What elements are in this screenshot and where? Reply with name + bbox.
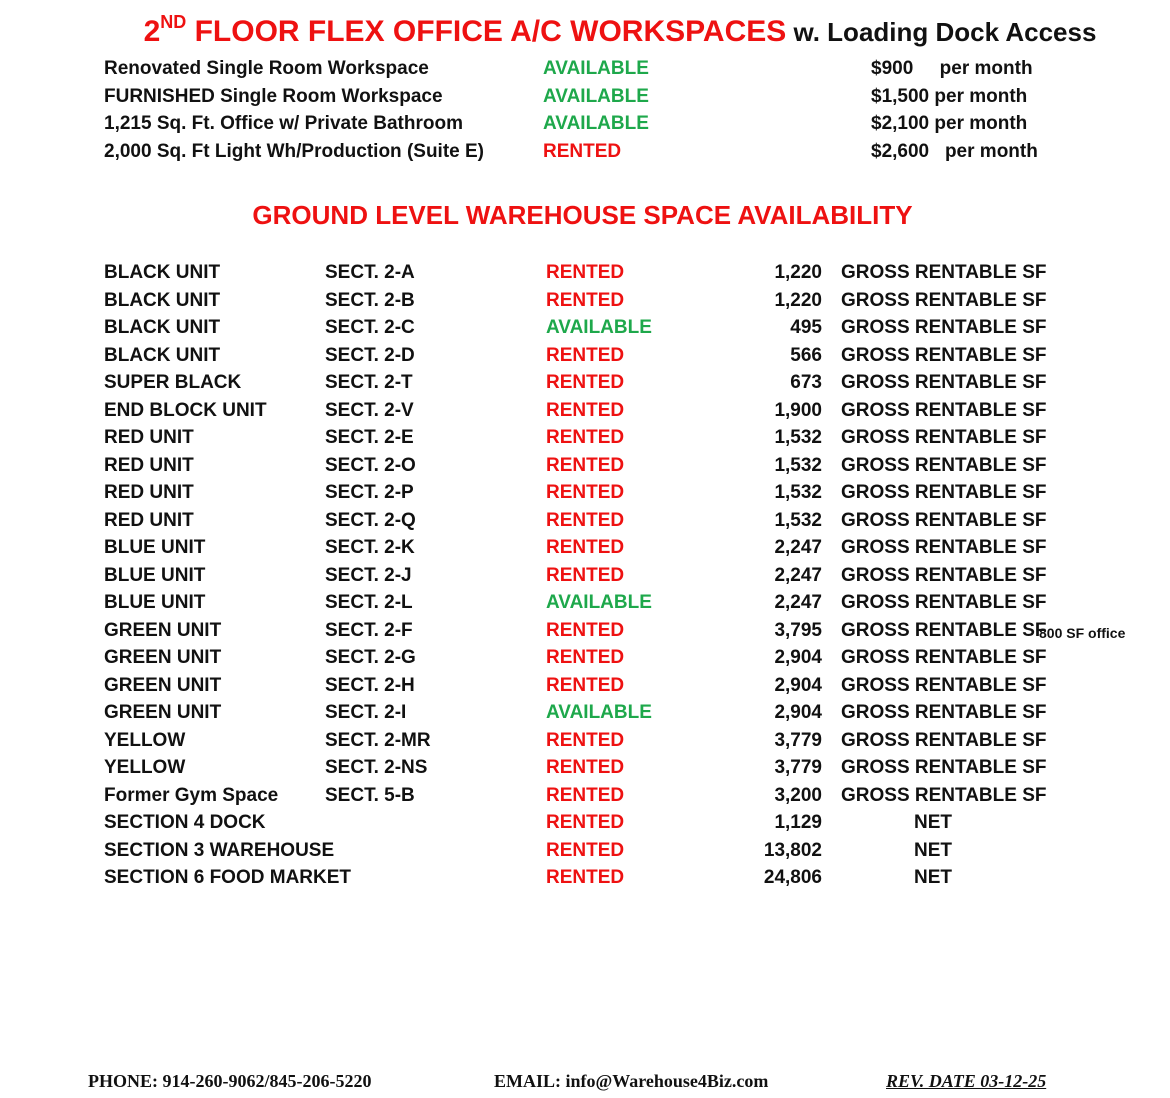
table-row: [0, 482, 1170, 508]
footer-phone: PHONE: 914-260-9062/845-206-5220: [88, 1071, 372, 1091]
unit-area-type: GROSS RENTABLE SF: [841, 399, 1047, 421]
unit-status-badge: RENTED: [546, 674, 625, 696]
unit-status-badge: RENTED: [546, 839, 625, 861]
unit-square-feet: 3,779: [774, 757, 822, 778]
unit-section: SECT. 2-D: [325, 344, 415, 366]
unit-area-type: GROSS RENTABLE SF: [841, 757, 1047, 778]
unit-square-feet: 3,795: [774, 619, 822, 641]
unit-status-badge: RENTED: [546, 812, 625, 833]
unit-area-type: GROSS RENTABLE SF: [841, 289, 1047, 311]
unit-section: SECT. 2-E: [325, 427, 414, 448]
unit-name: RED UNIT: [104, 482, 194, 503]
table-row: [0, 675, 1170, 701]
office-description: 2,000 Sq. Ft Light Wh/Production (Suite E): [104, 140, 484, 162]
unit-section: SECT. 2-P: [325, 482, 414, 503]
unit-area-type: GROSS RENTABLE SF: [841, 592, 1047, 613]
unit-square-feet: 2,904: [774, 674, 822, 696]
title-main: [143, 12, 787, 48]
unit-section: SECT. 5-B: [325, 784, 415, 806]
unit-section: SECT. 2-B: [325, 289, 415, 311]
unit-status-badge: RENTED: [546, 399, 625, 421]
unit-square-feet: 2,247: [774, 592, 822, 613]
unit-status-badge: RENTED: [546, 427, 625, 448]
unit-square-feet: 566: [790, 344, 822, 366]
unit-area-type: GROSS RENTABLE SF: [841, 482, 1047, 503]
table-row: [0, 730, 1170, 756]
warehouse-heading: GROUND LEVEL WAREHOUSE SPACE AVAILABILITY: [252, 200, 913, 230]
unit-status-badge: RENTED: [546, 537, 625, 558]
unit-square-feet: 2,247: [774, 537, 822, 558]
office-price: $2,600 per month: [871, 140, 1038, 162]
office-description: Renovated Single Room Workspace: [104, 58, 429, 79]
footer: [0, 1071, 1170, 1095]
table-row: [0, 757, 1170, 783]
unit-section: SECT. 2-NS: [325, 757, 428, 778]
unit-status-badge: RENTED: [546, 647, 625, 668]
table-row: [0, 400, 1170, 426]
office-status-badge: AVAILABLE: [543, 85, 649, 107]
unit-name: BLACK UNIT: [104, 262, 221, 283]
page-title: [0, 14, 1170, 49]
unit-name: GREEN UNIT: [104, 619, 222, 641]
unit-name: BLUE UNIT: [104, 564, 206, 586]
unit-area-type: GROSS RENTABLE SF: [841, 619, 1047, 641]
office-row: [0, 58, 1170, 84]
table-row: [0, 702, 1170, 728]
unit-name: RED UNIT: [104, 509, 194, 531]
unit-area-type: NET: [914, 839, 952, 861]
table-row: [0, 372, 1170, 398]
unit-square-feet: 3,200: [774, 784, 822, 806]
unit-area-type: NET: [914, 812, 952, 833]
unit-square-feet: 1,532: [774, 427, 822, 448]
office-description: 1,215 Sq. Ft. Office w/ Private Bathroom: [104, 113, 463, 135]
unit-square-feet: 3,779: [774, 729, 822, 751]
table-row: [0, 537, 1170, 563]
office-status-badge: AVAILABLE: [543, 58, 649, 79]
office-price: $2,100 per month: [871, 113, 1028, 135]
office-description: FURNISHED Single Room Workspace: [104, 85, 443, 107]
unit-section: SECT. 2-V: [325, 399, 414, 421]
unit-name: GREEN UNIT: [104, 674, 222, 696]
unit-section: SECT. 2-L: [325, 592, 413, 613]
unit-name: BLACK UNIT: [104, 317, 221, 338]
unit-section: SECT. 2-G: [325, 647, 416, 668]
unit-area-type: GROSS RENTABLE SF: [841, 647, 1047, 668]
unit-section: SECT. 2-A: [325, 262, 415, 283]
unit-status-badge: RENTED: [546, 564, 625, 586]
office-row: [0, 86, 1170, 112]
table-row: [0, 290, 1170, 316]
unit-square-feet: 1,900: [774, 399, 822, 421]
unit-area-type: GROSS RENTABLE SF: [841, 262, 1047, 283]
office-status-badge: AVAILABLE: [543, 113, 649, 135]
unit-name: YELLOW: [104, 757, 186, 778]
unit-area-type: GROSS RENTABLE SF: [841, 509, 1047, 531]
unit-area-type: GROSS RENTABLE SF: [841, 427, 1047, 448]
unit-name: GREEN UNIT: [104, 702, 222, 723]
office-status-badge: RENTED: [543, 140, 622, 162]
unit-status-badge: RENTED: [546, 867, 625, 888]
unit-area-type: GROSS RENTABLE SF: [841, 454, 1047, 476]
title-superscript: ND: [160, 12, 187, 32]
unit-square-feet: 1,532: [774, 509, 822, 531]
unit-area-type: GROSS RENTABLE SF: [841, 674, 1047, 696]
unit-status-badge: AVAILABLE: [546, 592, 652, 613]
unit-name: SECTION 4 DOCK: [104, 812, 266, 833]
table-row: [0, 592, 1170, 618]
table-row: [0, 812, 1170, 838]
unit-square-feet: 673: [790, 372, 822, 393]
unit-section: SECT. 2-O: [325, 454, 416, 476]
unit-status-badge: AVAILABLE: [546, 317, 652, 338]
title-red-text: FLOOR FLEX OFFICE A/C WORKSPACES: [186, 15, 787, 48]
unit-name: SECTION 3 WAREHOUSE: [104, 839, 335, 861]
unit-name: SUPER BLACK: [104, 372, 242, 393]
table-row: [0, 620, 1170, 646]
unit-name: BLACK UNIT: [104, 289, 221, 311]
office-price: $900 per month: [871, 58, 1033, 79]
footer-email: EMAIL: info@Warehouse4Biz.com: [494, 1071, 769, 1091]
unit-status-badge: RENTED: [546, 619, 625, 641]
unit-square-feet: 2,904: [774, 702, 822, 723]
unit-note: 800 SF office: [1039, 624, 1126, 641]
unit-area-type: GROSS RENTABLE SF: [841, 372, 1047, 393]
unit-square-feet: 13,802: [763, 839, 822, 861]
unit-square-feet: 2,247: [774, 564, 822, 586]
office-price: $1,500 per month: [871, 85, 1028, 107]
unit-section: SECT. 2-F: [325, 619, 413, 641]
office-row: [0, 113, 1170, 139]
table-row: [0, 510, 1170, 536]
unit-area-type: GROSS RENTABLE SF: [841, 702, 1047, 723]
title-floor-number: 2: [143, 15, 161, 48]
footer-revision-date: REV. DATE 03-12-25: [886, 1071, 1047, 1091]
unit-name: RED UNIT: [104, 454, 194, 476]
unit-square-feet: 2,904: [774, 647, 822, 668]
unit-section: SECT. 2-T: [325, 372, 413, 393]
unit-square-feet: 1,532: [774, 482, 822, 503]
unit-name: BLUE UNIT: [104, 537, 206, 558]
title-subtitle: w. Loading Dock Access: [786, 17, 1097, 47]
unit-status-badge: RENTED: [546, 289, 625, 311]
table-row: [0, 427, 1170, 453]
unit-status-badge: RENTED: [546, 344, 625, 366]
unit-area-type: GROSS RENTABLE SF: [841, 317, 1047, 338]
unit-status-badge: RENTED: [546, 757, 625, 778]
unit-square-feet: 24,806: [763, 867, 822, 888]
unit-name: RED UNIT: [104, 427, 194, 448]
table-row: [0, 345, 1170, 371]
office-row: [0, 141, 1170, 167]
unit-name: YELLOW: [104, 729, 186, 751]
table-row: [0, 317, 1170, 343]
unit-name: Former Gym Space: [104, 784, 279, 806]
unit-status-badge: RENTED: [546, 372, 625, 393]
unit-status-badge: RENTED: [546, 729, 625, 751]
unit-square-feet: 1,220: [774, 289, 822, 311]
unit-status-badge: RENTED: [546, 509, 625, 531]
table-row: [0, 262, 1170, 288]
unit-square-feet: 1,220: [774, 262, 822, 283]
unit-name: END BLOCK UNIT: [104, 399, 267, 421]
table-row: [0, 840, 1170, 866]
unit-section: SECT. 2-C: [325, 317, 415, 338]
unit-area-type: GROSS RENTABLE SF: [841, 344, 1047, 366]
unit-square-feet: 1,129: [774, 812, 822, 833]
table-row: [0, 785, 1170, 811]
unit-square-feet: 1,532: [774, 454, 822, 476]
table-row: [0, 867, 1170, 893]
unit-status-badge: RENTED: [546, 482, 625, 503]
unit-status-badge: RENTED: [546, 454, 625, 476]
unit-section: SECT. 2-K: [325, 537, 415, 558]
unit-area-type: GROSS RENTABLE SF: [841, 784, 1047, 806]
unit-area-type: GROSS RENTABLE SF: [841, 729, 1047, 751]
unit-section: SECT. 2-H: [325, 674, 415, 696]
unit-name: GREEN UNIT: [104, 647, 222, 668]
unit-section: SECT. 2-I: [325, 702, 407, 723]
unit-status-badge: RENTED: [546, 784, 625, 806]
unit-name: BLACK UNIT: [104, 344, 221, 366]
table-row: [0, 565, 1170, 591]
unit-square-feet: 495: [790, 317, 822, 338]
unit-status-badge: RENTED: [546, 262, 625, 283]
unit-section: SECT. 2-Q: [325, 509, 416, 531]
table-row: [0, 647, 1170, 673]
unit-area-type: GROSS RENTABLE SF: [841, 564, 1047, 586]
unit-area-type: NET: [914, 867, 952, 888]
unit-section: SECT. 2-J: [325, 564, 412, 586]
table-row: [0, 455, 1170, 481]
unit-status-badge: AVAILABLE: [546, 702, 652, 723]
unit-section: SECT. 2-MR: [325, 729, 431, 751]
unit-name: SECTION 6 FOOD MARKET: [104, 867, 352, 888]
unit-name: BLUE UNIT: [104, 592, 206, 613]
unit-area-type: GROSS RENTABLE SF: [841, 537, 1047, 558]
